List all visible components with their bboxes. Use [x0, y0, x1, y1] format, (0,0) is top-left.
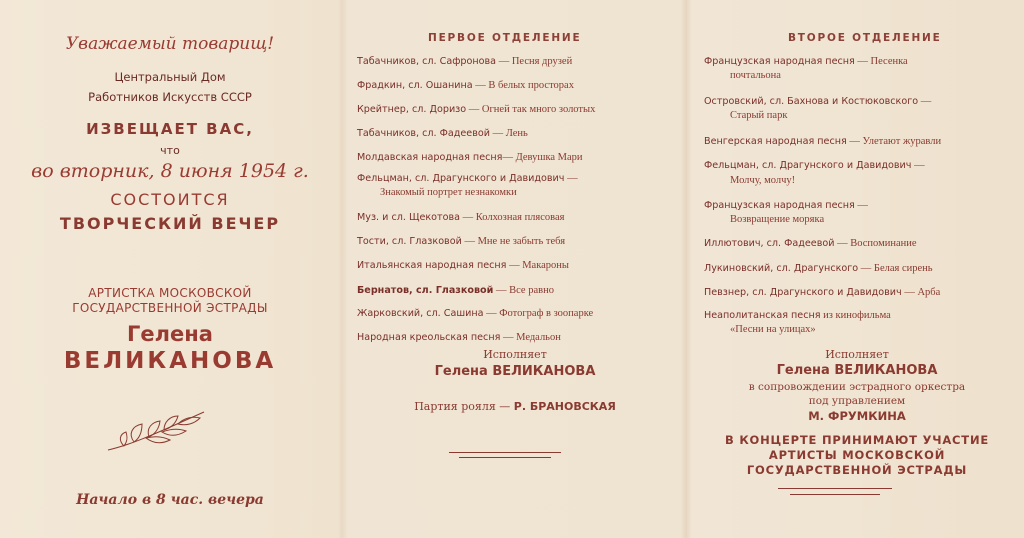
song-continuation: Знакомый портрет незнакомки [380, 187, 517, 198]
song-continuation: Старый парк [730, 110, 788, 121]
greeting: Уважаемый товарищ! [65, 34, 275, 54]
performer-name: Гелена ВЕЛИКАНОВА [434, 364, 596, 379]
divider [459, 457, 551, 458]
song-row: Муз. и сл. Щекотова — Колхозная плясовая [357, 212, 565, 223]
part-two-heading: ВТОРОЕ ОТДЕЛЕНИЕ [788, 32, 942, 44]
part-two-panel [690, 0, 1024, 538]
artist-title-1: АРТИСТКА МОСКОВСКОЙ [88, 286, 252, 300]
org-line-2: Работников Искусств СССР [88, 90, 252, 104]
song-row: Бернатов, сл. Глазковой — Все равно [357, 285, 554, 296]
song-row: Тости, сл. Глазковой — Мне не забыть тебя [357, 236, 566, 247]
start-time: Начало в 8 час. вечера [76, 492, 264, 508]
song-row: Венгерская народная песня — Улетают журавли [704, 136, 942, 147]
song-row: Французская народная песня — Песенка [704, 56, 908, 67]
piano-credit [344, 400, 686, 413]
song-continuation: Возвращение моряка [730, 214, 825, 225]
song-row: Неаполитанская песня из кинофильма [704, 310, 891, 321]
song-row: Молдавская народная песня— Девушка Мари [357, 152, 583, 163]
song-row: Островский, сл. Бахнова и Костюковского — [704, 96, 932, 107]
org-line-1: Центральный Дом [114, 70, 226, 84]
song-continuation: «Песни на улицах» [730, 324, 816, 335]
artist-last-name: ВЕЛИКАНОВА [63, 348, 277, 374]
piano-label: Партия рояля — [414, 400, 511, 413]
accompaniment-line-1: в сопровождении эстрадного оркестра [748, 381, 966, 393]
song-row: Певзнер, сл. Драгунского и Давидович — Арба [704, 287, 941, 298]
song-row: Итальянская народная песня — Макароны [357, 260, 569, 271]
part-one-panel [344, 0, 686, 538]
part-one-heading: ПЕРВОЕ ОТДЕЛЕНИЕ [428, 32, 582, 44]
event-title: ТВОРЧЕСКИЙ ВЕЧЕР [59, 214, 281, 233]
song-row: Крейтнер, сл. Доризо — Огней так много золотых [357, 104, 596, 115]
cover-panel [0, 0, 340, 538]
song-row: Фельцман, сл. Драгунского и Давидович — [704, 160, 925, 171]
note-line-1: В КОНЦЕРТЕ ПРИНИМАЮТ УЧАСТИЕ [724, 433, 990, 447]
song-continuation: почтальона [730, 70, 781, 81]
song-continuation: Молчу, молчу! [730, 175, 796, 186]
song-row: Фрадкин, сл. Ошанина — В белых просторах [357, 80, 574, 91]
song-row: Табачников, сл. Сафронова — Песня друзей [357, 56, 573, 67]
note-line-2: АРТИСТЫ МОСКОВСКОЙ [768, 448, 946, 462]
performs-label: Исполняет [825, 348, 889, 361]
divider [449, 452, 561, 453]
event-date: во вторник, 8 июня 1954 г. [31, 160, 309, 182]
song-row: Табачников, сл. Фадеевой — Лень [357, 128, 528, 139]
song-row: Лукиновский, сл. Драгунского — Белая сирень [704, 263, 933, 274]
will-take-place: СОСТОИТСЯ [110, 190, 230, 209]
branch-ornament-icon [104, 404, 212, 454]
performer-name: Гелена ВЕЛИКАНОВА [776, 363, 938, 378]
note-line-3: ГОСУДАРСТВЕННОЙ ЭСТРАДЫ [746, 463, 968, 477]
song-row: Французская народная песня — [704, 200, 868, 211]
pianist-name: Р. БРАНОВСКАЯ [513, 400, 616, 413]
song-row: Народная креольская песня — Медальон [357, 332, 561, 343]
song-row: Жарковский, сл. Сашина — Фотограф в зоопарке [357, 308, 594, 319]
divider [778, 488, 892, 489]
accompaniment-line-2: под управлением [808, 395, 906, 407]
song-row: Фельцман, сл. Драгунского и Давидович — [357, 173, 578, 184]
artist-first-name: Гелена [127, 322, 213, 346]
divider [790, 494, 880, 495]
performs-label: Исполняет [483, 348, 547, 361]
that-word: что [160, 144, 180, 157]
song-row: Иллютович, сл. Фадеевой — Воспоминание [704, 238, 917, 249]
artist-title-2: ГОСУДАРСТВЕННОЙ ЭСТРАДЫ [72, 301, 268, 315]
conductor-name: М. ФРУМКИНА [808, 409, 906, 423]
notifies: ИЗВЕЩАЕТ ВАС, [86, 120, 254, 138]
